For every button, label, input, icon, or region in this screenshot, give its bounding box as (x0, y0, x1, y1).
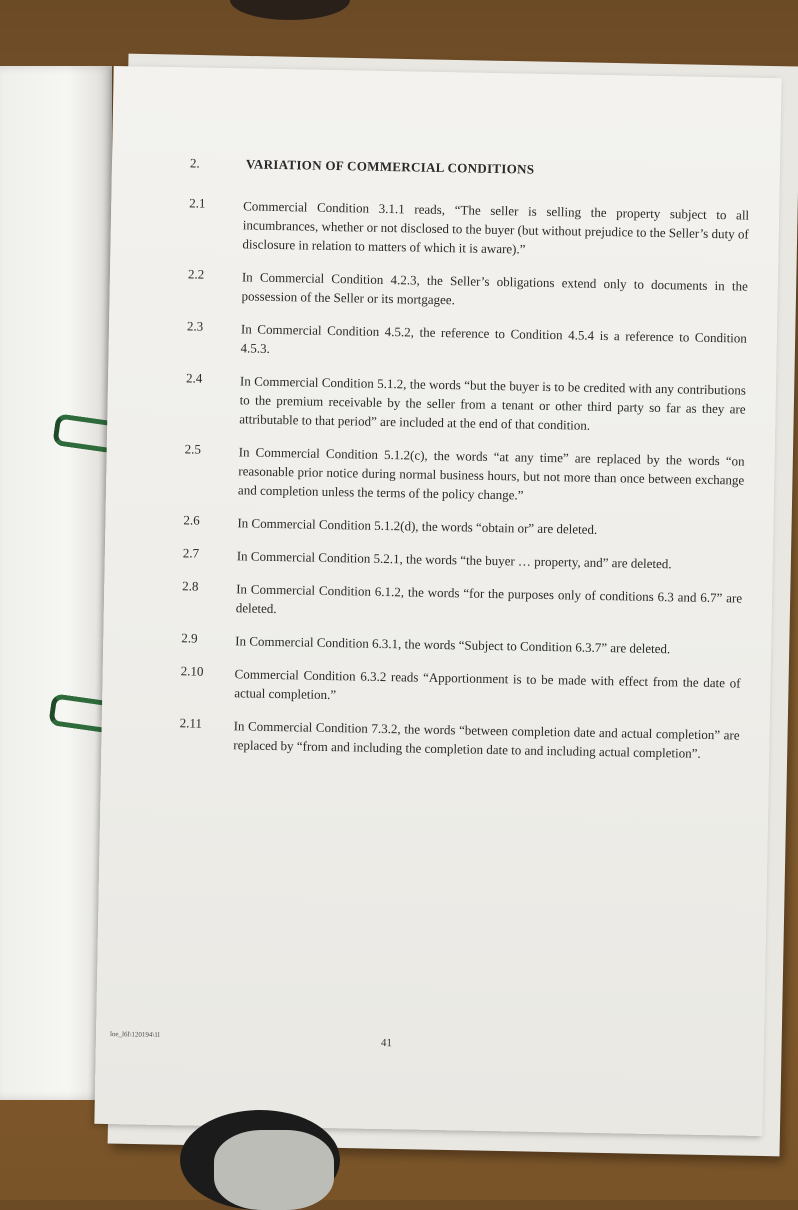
clause-item (180, 663, 741, 711)
clause-item (187, 266, 748, 314)
clause-item (186, 318, 747, 366)
clause-text: In Commercial Condition 5.2.1, the words “the buyer … property, and” are deleted. (236, 548, 672, 572)
clause-text: Commercial Condition 6.3.2 reads “Apportionment is to be made with effect from the date of actual completion.” (234, 666, 741, 703)
clause-number: 2.6 (183, 512, 200, 528)
page-number: 41 (380, 1037, 392, 1050)
clause-item (185, 370, 746, 437)
clause-item (181, 630, 741, 659)
clause-number: 2.5 (184, 441, 202, 457)
clause-text: In Commercial Condition 5.1.2(c), the words “at any time” are replaced by the words “on reasonable prior notice during normal business hours, but not more than once between exchange and completion unless the terms of the policy change.” (237, 444, 745, 503)
document-reference: loe_l6l\120194\1l (109, 1030, 160, 1039)
clause-item (182, 578, 743, 626)
clause-number: 2.11 (179, 715, 203, 731)
document-page (94, 66, 781, 1136)
clause-number: 2.2 (187, 266, 205, 282)
clause-text: In Commercial Condition 7.3.2, the words “between completion date and actual completion” are replaced by “from and including the completion date to and including actual completion”. (233, 718, 740, 761)
clause-number: 2.9 (181, 630, 198, 646)
clause-number: 2.4 (185, 370, 203, 386)
clause-item (179, 715, 740, 763)
clause-number: 2.10 (180, 663, 204, 679)
clause-text: In Commercial Condition 5.1.2(d), the words “obtain or” are deleted. (237, 515, 598, 537)
clause-text: In Commercial Condition 4.5.2, the reference to Condition 4.5.4 is a reference to Condition 4.5.3. (240, 321, 748, 356)
dark-object-top (230, 0, 350, 20)
clause-list (179, 195, 749, 763)
light-object-bottom (214, 1130, 334, 1210)
clause-item (184, 441, 745, 508)
clause-number: 2.3 (186, 318, 204, 334)
clause-text: Commercial Condition 3.1.1 reads, “The seller is selling the property subject to all incumbrances, whether or not disclosed to the buyer (but without prejudice to the Seller’s duty of disclosure in relation to matters of which it is aware).” (242, 198, 750, 257)
clause-text: In Commercial Condition 5.1.2, the words “but the buyer is to be credited with any contributions to the premium receivable by the seller from a tenant or other third party so far as they are attributable to that period” are included at the end of that condition. (239, 373, 747, 433)
clause-item (188, 195, 749, 262)
clause-text: In Commercial Condition 4.2.3, the Seller’s obligations extend only to documents in the possession of the Seller or its mortgagee. (241, 269, 748, 308)
clause-number: 2.1 (189, 195, 206, 211)
clause-number: 2.8 (182, 578, 199, 594)
clause-text: In Commercial Condition 6.3.1, the words “Subject to Condition 6.3.7” are deleted. (235, 633, 671, 657)
section-title: VARIATION OF COMMERCIAL CONDITIONS (245, 156, 535, 177)
binder-left-page (0, 66, 112, 1100)
clause-text: In Commercial Condition 6.1.2, the words “for the purposes only of conditions 6.3 and 6.7” are deleted. (235, 581, 743, 617)
clause-item (183, 545, 743, 574)
clause-item (183, 512, 743, 541)
section-number: 2. (189, 155, 200, 171)
page-content (179, 155, 750, 777)
clause-number: 2.7 (182, 545, 200, 561)
